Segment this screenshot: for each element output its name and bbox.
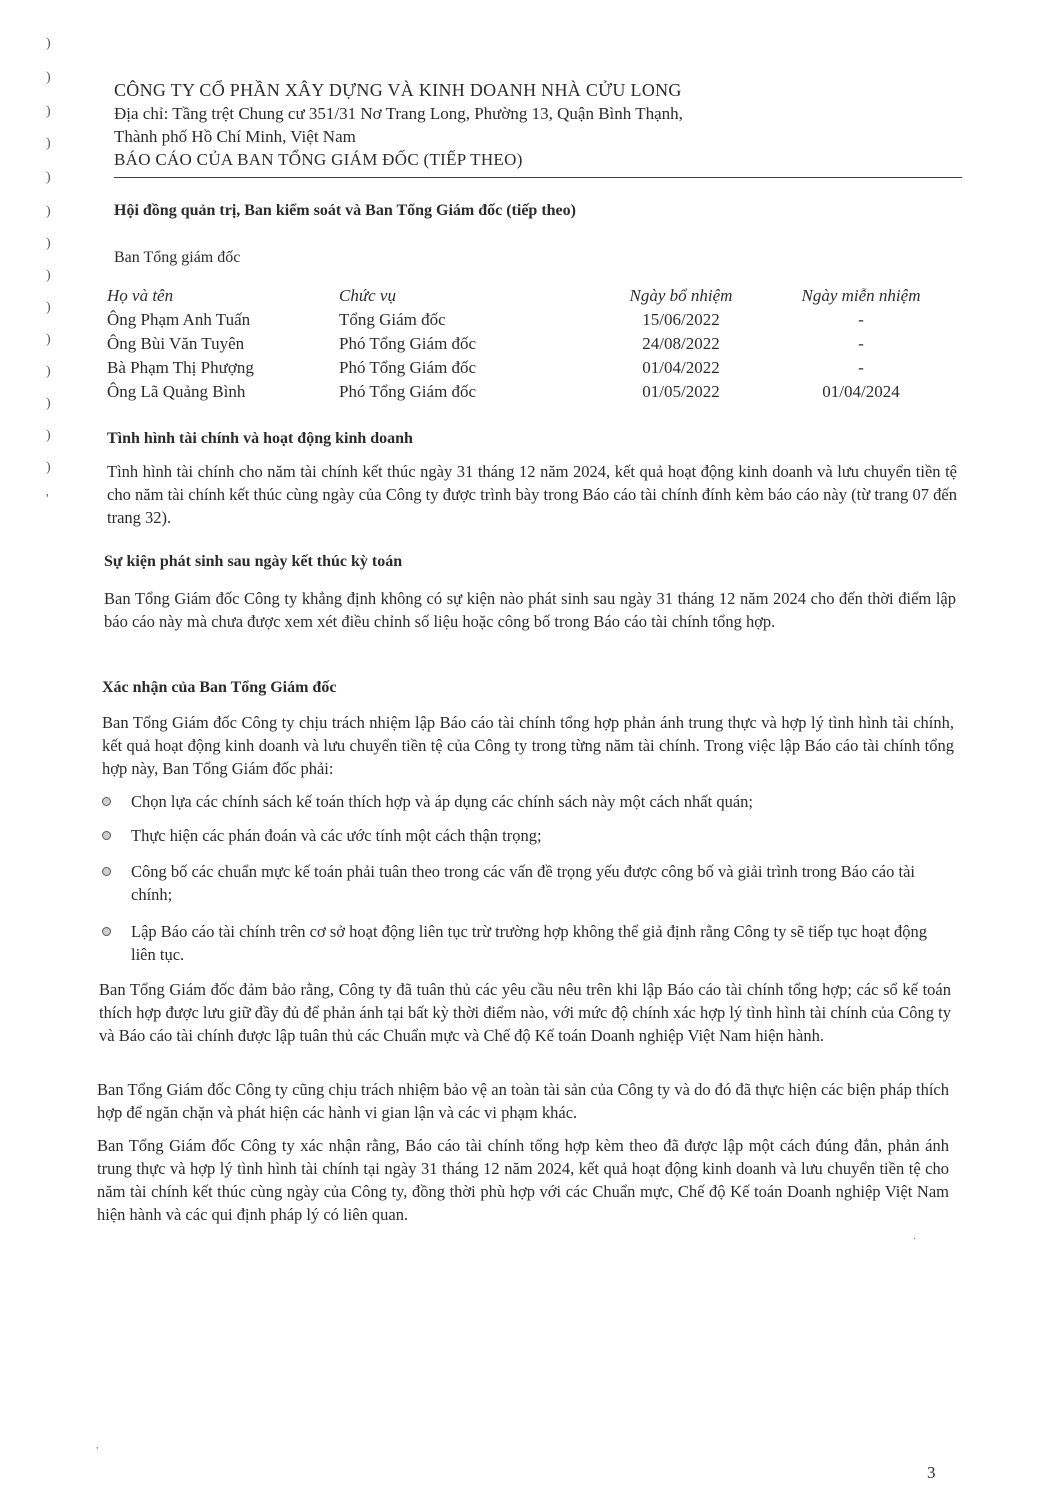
header-divider — [114, 177, 962, 178]
page-number: 3 — [927, 1463, 936, 1482]
paragraph-financial: Tình hình tài chính cho năm tài chính kết thúc ngày 31 tháng 12 năm 2024, kết quả hoạt động kinh doanh và lưu chuyển tiền tệ cho năm tài chính kết thúc cùng ngày của Công ty được trình bày trong Báo cáo tài chính đính kèm báo cáo này (từ trang 07 đến trang 32). — [107, 462, 957, 527]
officer-dismissed: - — [858, 334, 864, 353]
officer-position: Phó Tổng Giám đốc — [339, 358, 477, 377]
bullet-icon — [102, 831, 111, 840]
header-position: Chức vụ — [339, 286, 396, 305]
section-heading-financial: Tình hình tài chính và hoạt động kinh doanh — [107, 430, 413, 447]
officers-table — [107, 286, 937, 406]
report-title: BÁO CÁO CỦA BAN TỔNG GIÁM ĐỐC (TIẾP THEO) — [114, 150, 523, 169]
section-heading-confirmation: Xác nhận của Ban Tổng Giám đốc — [102, 679, 337, 696]
officer-name: Ông Bùi Văn Tuyên — [107, 334, 245, 353]
officer-position: Tổng Giám đốc — [339, 310, 446, 329]
officer-appointed: 15/06/2022 — [642, 310, 720, 329]
list-item-text: Lập Báo cáo tài chính trên cơ sở hoạt động liên tục trừ trường hợp không thể giả định rằng Công ty sẽ tiếp tục hoạt động liên tục. — [131, 922, 928, 964]
bullet-icon — [102, 867, 111, 876]
list-item-text: Chọn lựa các chính sách kế toán thích hợp và áp dụng các chính sách này một cách nhất quán; — [131, 792, 753, 811]
officer-name: Bà Phạm Thị Phượng — [107, 358, 254, 377]
officer-appointed: 01/05/2022 — [642, 382, 720, 401]
officer-name: Ông Phạm Anh Tuấn — [107, 310, 251, 329]
list-item-text: Công bố các chuẩn mực kế toán phải tuân theo trong các vấn đề trọng yếu được công bố và giải trình trong Báo cáo tài chính; — [131, 862, 915, 904]
table-row — [107, 358, 937, 382]
paragraph-assurance: Ban Tổng Giám đốc đảm bảo rằng, Công ty đã tuân thủ các yêu cầu nêu trên khi lập Báo cáo tài chính tổng hợp; các sổ kế toán thích hợp được lưu giữ đầy đủ để phản ánh tại bất kỳ thời điểm nào, với mức độ chính xác hợp lý tình hình tài chính của Công ty và Báo cáo tài chính được lập tuân thủ các Chuẩn mực và Chế độ Kế toán Doanh nghiệp Việt Nam hiện hành. — [99, 980, 951, 1045]
bullet-icon — [102, 927, 111, 936]
bullet-icon — [102, 797, 111, 806]
officer-appointed: 24/08/2022 — [642, 334, 720, 353]
scan-speck: , — [96, 1440, 99, 1451]
section-heading-board: Hội đồng quản trị, Ban kiểm soát và Ban Tổng Giám đốc (tiếp theo) — [114, 202, 576, 219]
header-appointed: Ngày bổ nhiệm — [629, 286, 733, 305]
header-dismissed: Ngày miễn nhiệm — [801, 286, 921, 305]
paragraph-events: Ban Tổng Giám đốc Công ty khẳng định không có sự kiện nào phát sinh sau ngày 31 tháng 12 năm 2024 cho đến thời điểm lập báo cáo này mà chưa được xem xét điều chỉnh số liệu hoặc công bố trong Báo cáo tài chính tổng hợp. — [104, 589, 956, 631]
address-line-2: Thành phố Hồ Chí Minh, Việt Nam — [114, 127, 356, 146]
paragraph-statement: Ban Tổng Giám đốc Công ty xác nhận rằng, Báo cáo tài chính tổng hợp kèm theo đã được lập một cách đúng đắn, phản ánh trung thực và hợp lý tình hình tài chính tại ngày 31 tháng 12 năm 2024, kết quả hoạt động kinh doanh và lưu chuyển tiền tệ cho năm tài chính kết thúc cùng ngày của Công ty, đồng thời phù hợp với các Chuẩn mực, Chế độ Kế toán Doanh nghiệp Việt Nam hiện hành và các qui định pháp lý có liên quan. — [97, 1136, 949, 1224]
officer-position: Phó Tổng Giám đốc — [339, 334, 477, 353]
table-row — [107, 310, 937, 334]
company-name: CÔNG TY CỔ PHẦN XÂY DỰNG VÀ KINH DOANH NHÀ CỬU LONG — [114, 80, 682, 100]
officer-name: Ông Lã Quảng Bình — [107, 382, 246, 401]
officer-appointed: 01/04/2022 — [642, 358, 720, 377]
officer-position: Phó Tổng Giám đốc — [339, 382, 477, 401]
paragraph-confirmation-intro: Ban Tổng Giám đốc Công ty chịu trách nhiệm lập Báo cáo tài chính tổng hợp phản ánh trung thực và hợp lý tình hình tài chính, kết quả hoạt động kinh doanh và lưu chuyển tiền tệ của Công ty trong từng năm tài chính. Trong việc lập Báo cáo tài chính tổng hợp này, Ban Tổng Giám đốc phải: — [102, 713, 954, 778]
officer-dismissed: - — [858, 358, 864, 377]
section-heading-events: Sự kiện phát sinh sau ngày kết thúc kỳ toán — [104, 553, 403, 570]
table-row — [107, 382, 937, 406]
officer-dismissed: - — [858, 310, 864, 329]
list-item-text: Thực hiện các phán đoán và các ước tính một cách thận trọng; — [131, 826, 542, 845]
header-name: Họ và tên — [107, 286, 174, 305]
table-row — [107, 334, 937, 358]
subsection-heading-ceo: Ban Tổng giám đốc — [114, 249, 241, 266]
officers-table-header — [107, 286, 937, 310]
address-line-1: Địa chỉ: Tầng trệt Chung cư 351/31 Nơ Trang Long, Phường 13, Quận Bình Thạnh, — [114, 104, 683, 123]
scan-speck: · — [913, 1234, 917, 1245]
officer-dismissed: 01/04/2024 — [822, 382, 900, 401]
paragraph-asset-protection: Ban Tổng Giám đốc Công ty cũng chịu trách nhiệm bảo vệ an toàn tài sản của Công ty và do đó đã thực hiện các biện pháp thích hợp để ngăn chặn và phát hiện các hành vi gian lận và các vi phạm khác. — [97, 1080, 949, 1122]
document-header — [114, 78, 964, 172]
binding-holes: ) ) ) ) ) ) ) ) ) ) ) ) ) ) ' — [46, 36, 51, 507]
